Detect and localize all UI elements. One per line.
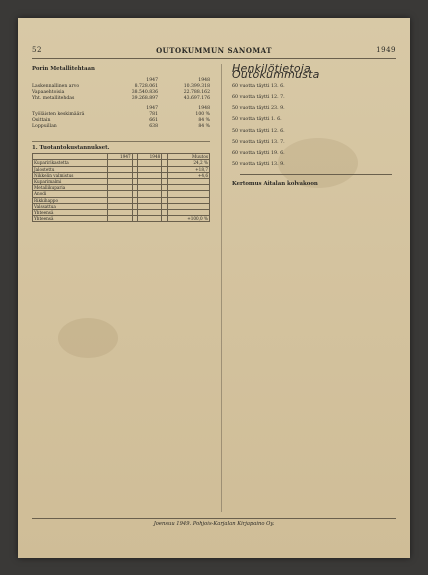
personal-entry: 50 vuotta täytti 13. 7.	[232, 139, 285, 145]
personal-entry: 60 vuotta täytti 19. 6.	[232, 150, 285, 156]
stats-row: Vapaaehtoisia 38.540.836 22.788.162	[32, 90, 210, 96]
stats2-header: 1947 1948	[146, 106, 210, 112]
personal-entry: 50 vuotta täytti 23. 9.	[232, 106, 285, 112]
section-separator	[240, 174, 391, 175]
table-row: Kuparimalmi	[33, 179, 210, 185]
right-column	[232, 62, 400, 189]
table-title: 1. Tuotantokustannukset.	[32, 145, 110, 152]
table-row: Metallikuparia	[33, 185, 210, 191]
left-column	[32, 66, 210, 226]
stats-header: 1947 1948	[146, 78, 210, 84]
section-heading: Henkilötietoja Outokummusta	[232, 62, 320, 82]
newspaper-page	[18, 18, 410, 558]
personal-entry: 50 vuotta täytti 13. 9.	[232, 161, 285, 167]
table-row: Jalostettu +18,7	[34, 166, 208, 172]
issue-year: 1949	[376, 46, 396, 54]
personal-entry: 60 vuotta täytti 13. 6.	[232, 84, 285, 90]
stats2-row: Osittain 661 84 %	[32, 118, 210, 124]
imprint-footer: Joensuu 1949. Pohjois-Karjalan Kirjapaino Oy.	[32, 518, 396, 527]
personal-entry: 50 vuotta täytti 12. 6.	[232, 128, 285, 134]
table-row: Valssattua	[33, 203, 210, 209]
personal-entry: 60 vuotta täytti 12. 7.	[232, 95, 285, 101]
paper-name: OUTOKUMMUN SANOMAT	[156, 46, 272, 55]
personal-entry: 50 vuotta täytti 1. 6.	[232, 117, 282, 123]
page-header	[32, 44, 396, 59]
table-total-row: Yhteensä +100,0 %	[34, 216, 208, 222]
stats2-row: Työläisten keskimäärä 781 100 %	[32, 112, 210, 118]
table-row: Rikkihappo	[33, 197, 210, 203]
section-title: Porin Metallitehtaan	[32, 66, 95, 72]
stats2-row: Loppuillan 638 84 %	[32, 124, 210, 130]
table-row: Kuparirikastetta 24,2 %	[34, 160, 208, 166]
paper-stain	[58, 318, 118, 358]
table-row: Nikkelin valmistus +4,6	[34, 172, 208, 178]
table-header-row: 1947 1948 Muutos	[33, 154, 210, 160]
table-row: Yhteensä	[33, 210, 210, 216]
subsection-title: Kertomus Aitalan kolvakoon	[232, 180, 318, 187]
stats-row: Yht. metallitehdas 39.268.897 43.697.176	[32, 96, 210, 102]
column-divider	[221, 64, 222, 512]
table-row: Anodi	[33, 191, 210, 197]
stats-row: Laskennallinen arvo 8.728.061 10.399.318	[32, 84, 210, 90]
page-number: 52	[32, 46, 42, 54]
cost-table	[32, 153, 210, 222]
